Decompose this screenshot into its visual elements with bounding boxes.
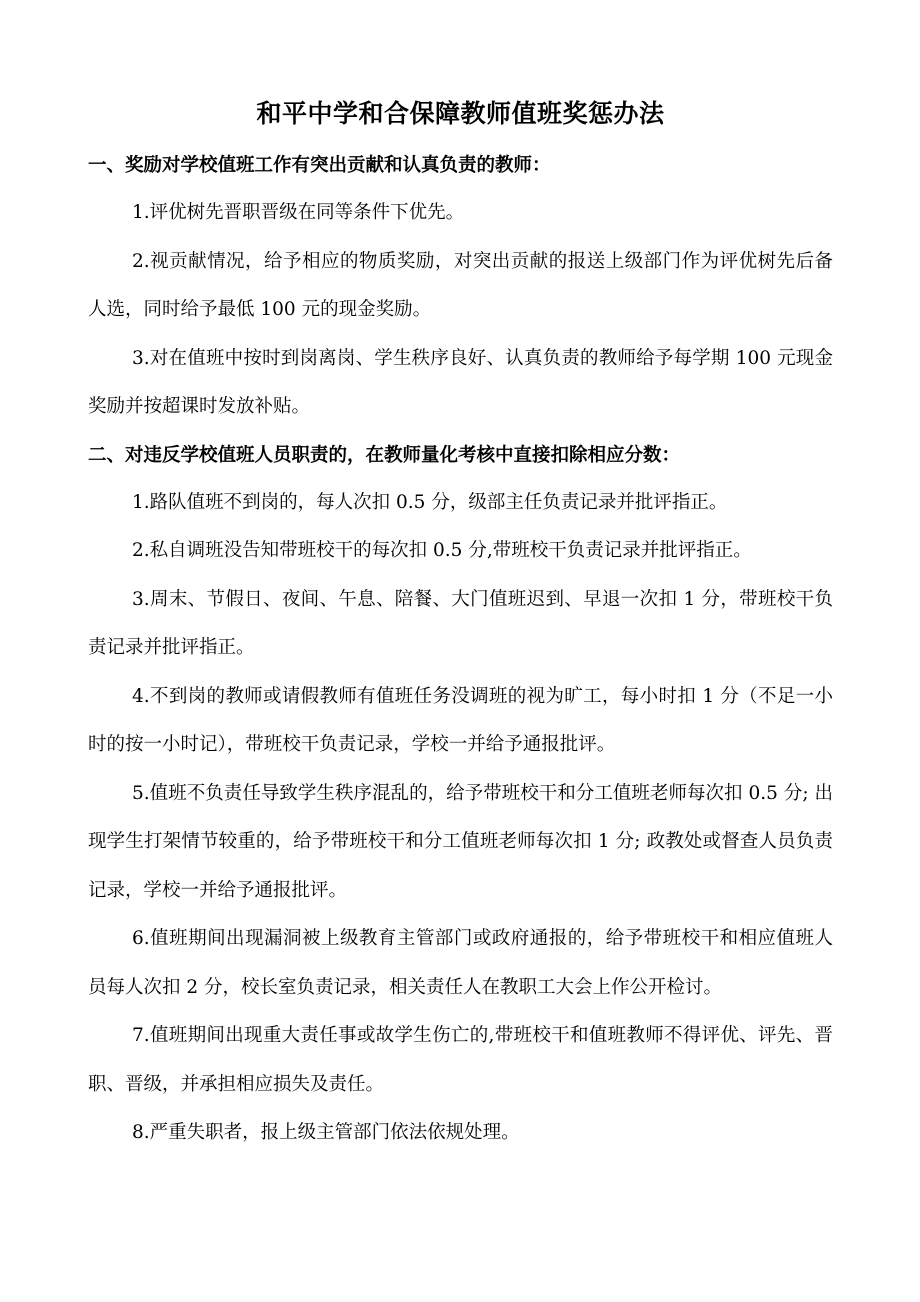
reward-item-3: 3.对在值班中按时到岗离岗、学生秩序良好、认真负责的教师给予每学期 100 元现金奖励并按超课时发放补贴。 [88, 347, 833, 417]
section-penalties [88, 432, 833, 1158]
penalty-item-8: 8.严重失职者，报上级主管部门依法依规处理。 [132, 1122, 520, 1143]
section-heading-penalties: 二、对违反学校值班人员职责的，在教师量化考核中直接扣除相应分数： [88, 444, 681, 466]
reward-item-1: 1.评优树先晋职晋级在同等条件下优先。 [132, 202, 465, 223]
penalty-item-2: 2.私自调班没告知带班校干的每次扣 0.5 分,带班校干负责记录并批评指正。 [132, 540, 752, 561]
section-rewards [88, 142, 833, 432]
penalty-item-1: 1.路队值班不到岗的，每人次扣 0.5 分，级部主任负责记录并批评指正。 [132, 491, 728, 513]
penalty-item-6: 6.值班期间出现漏洞被上级教育主管部门或政府通报的，给予带班校干和相应值班人员每人次扣 2 分，校长室负责记录，相关责任人在教职工大会上作公开检讨。 [88, 928, 833, 998]
penalty-item-3: 3.周末、节假日、夜间、午息、陪餐、大门值班迟到、早退一次扣 1 分，带班校干负责记录并批评指正。 [88, 588, 833, 658]
document-title: 和平中学和合保障教师值班奖惩办法 [256, 99, 665, 128]
penalty-item-7: 7.值班期间出现重大责任事或故学生伤亡的,带班校干和值班教师不得评优、评先、晋职、晋级，并承担相应损失及责任。 [88, 1025, 833, 1095]
document-page [88, 92, 833, 1158]
section-heading-rewards: 一、奖励对学校值班工作有突出贡献和认真负责的教师： [88, 155, 551, 176]
penalty-item-4: 4.不到岗的教师或请假教师有值班任务没调班的视为旷工，每小时扣 1 分（不足一小时的按一小时记），带班校干负责记录，学校一并给予通报批评。 [88, 685, 833, 755]
reward-item-2: 2.视贡献情况，给予相应的物质奖励，对突出贡献的报送上级部门作为评优树先后备人选，同时给予最低 100 元的现金奖励。 [88, 250, 833, 320]
penalty-item-5: 5.值班不负责任导致学生秩序混乱的，给予带班校干和分工值班老师每次扣 0.5 分; 出现学生打架情节较重的，给予带班校干和分工值班老师每次扣 1 分; 政教处或督查人员负责记录，学校一并给予通报批评。 [88, 782, 833, 901]
